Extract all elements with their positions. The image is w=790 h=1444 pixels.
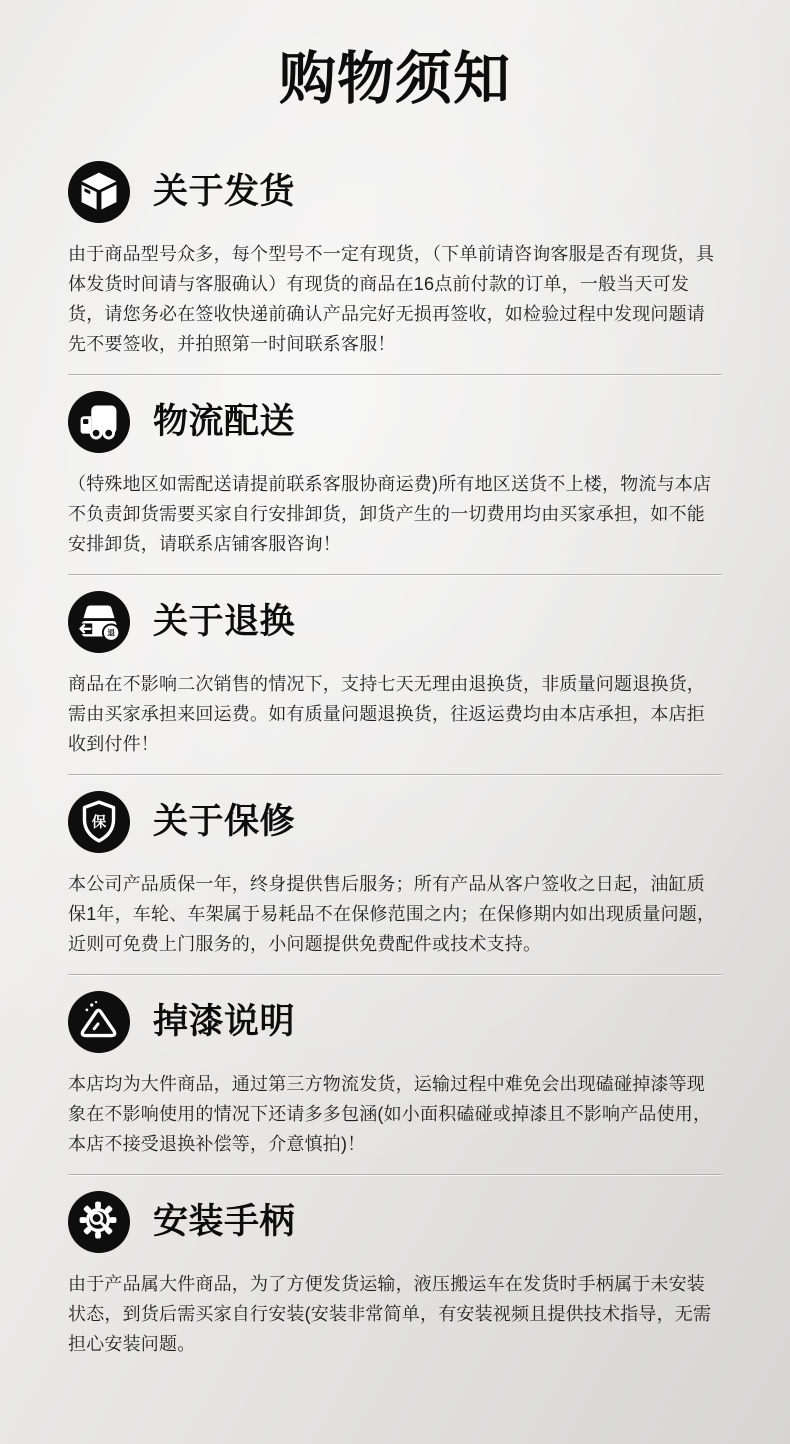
section-gear-magnifier [68,1191,722,1359]
section-icon-circle [68,591,130,653]
section-body-text: 本店均为大件商品，通过第三方物流发货，运输过程中难免会出现磕碰掉漆等现象在不影响使用的情况下还请多多包涵(如小面积磕碰或掉漆且不影响产品使用，本店不接受退换补偿等，介意慎拍)！ [68,1074,712,1154]
section-heading: 关于保修 [153,801,296,841]
section-heading: 安装手柄 [153,1201,296,1241]
return-badge-char: 退 [107,628,115,638]
section-header [68,591,722,653]
paint-pile-icon [68,991,130,1053]
page-title: 购物须知 [279,47,511,111]
section-body-text: 由于商品型号众多，每个型号不一定有现货，（下单前请咨询客服是否有现货，具体发货时间请与客服确认）有现货的商品在16点前付款的订单，一般当天可发货，请您务必在签收快递前确认产品完好无损再签收，如检验过程中发现问题请先不要签收，并拍照第一时间联系客服！ [68,244,715,354]
section-divider [68,374,722,375]
section-header [68,991,722,1053]
shield-char: 保 [91,814,107,831]
section-heading: 关于退换 [153,601,296,641]
section-warranty-shield [68,791,722,975]
section-truck [68,391,722,575]
sections-list [0,161,790,1359]
section-header [68,1191,722,1253]
section-header [68,391,722,453]
section-body-text: （特殊地区如需配送请提前联系客服协商运费)所有地区送货不上楼，物流与本店不负责卸货需要买家自行安排卸货，卸货产生的一切费用均由买家承担，如不能安排卸货，请联系店铺客服咨询！ [68,474,712,554]
return-car-icon [68,591,130,653]
section-header [68,161,722,223]
section-paint-pile [68,991,722,1175]
section-return-car [68,591,722,775]
section-body-text: 由于产品属大件商品，为了方便发货运输，液压搬运车在发货时手柄属于未安装状态，到货后需买家自行安装(安装非常简单，有安装视频且提供技术指导，无需担心安装问题。 [68,1274,712,1354]
section-header [68,791,722,853]
section-divider [68,574,722,575]
section-icon-circle [68,391,130,453]
section-divider [68,1174,722,1175]
package-icon [68,161,130,223]
section-body-text: 本公司产品质保一年，终身提供售后服务；所有产品从客户签收之日起，油缸质保1年，车轮、车架属于易耗品不在保修范围之内；在保修期内如出现质量问题，近则可免费上门服务的，小问题提供免费配件或技术支持。 [68,874,716,954]
shopping-notice-page [0,44,790,1444]
section-heading: 掉漆说明 [153,1001,296,1041]
section-icon-circle [68,1191,130,1253]
section-package [68,161,722,375]
section-divider [68,774,722,775]
section-divider [68,974,722,975]
gear-magnifier-icon [68,1191,130,1253]
truck-icon [68,391,130,453]
section-body-text: 商品在不影响二次销售的情况下，支持七天无理由退换货，非质量问题退换货，需由买家承担来回运费。如有质量问题退换货，往返运费均由本店承担，本店拒收到付件！ [68,674,705,754]
warranty-shield-icon [68,791,130,853]
section-icon-circle [68,161,130,223]
section-icon-circle [68,991,130,1053]
section-icon-circle [68,791,130,853]
section-heading: 关于发货 [153,171,296,211]
section-heading: 物流配送 [153,401,296,441]
